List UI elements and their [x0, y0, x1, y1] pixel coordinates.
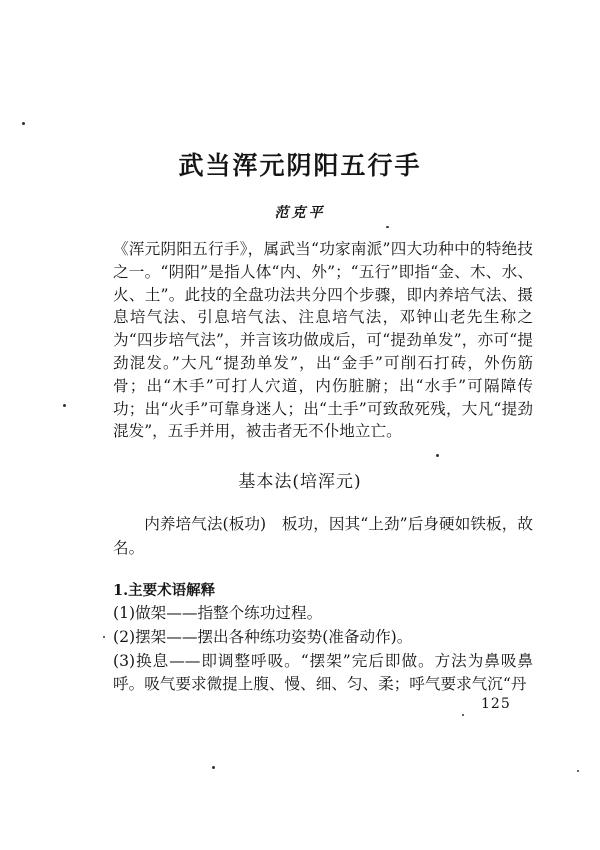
scan-speck [577, 770, 579, 772]
article-title: 武当浑元阴阳五行手 [178, 151, 422, 180]
section-heading: 基本法(培浑元) [238, 472, 362, 492]
intro-paragraph: 内养培气法(板功) 板功，因其“上劲”后身硬如铁板，故名。 [113, 515, 533, 557]
author-name: 范克平 [274, 205, 326, 221]
body-paragraph-text: 《浑元阴阳五行手》，属武当“功家南派”四大功种中的特绝技之一。“阴阳”是指人体“内、外”；“五行”即指“金、木、水、火、土”。此技的全盘功法共分四个步骤，即内养培气法、摄息培气法、引息培气法、注息培气法，邓钟山老先生称之为“四步培气法”，并言该功做成后，可“提劲单发”，亦可“提劲混发。”大凡“提劲单发”，出“金手”可削石打砖，外伤筋骨；出“木手”可打人穴道，内伤脏腑；出“水手”可隔障传功；出“火手”可靠身迷人；出“土手”可致敌死残，大凡“提劲混发”，五手并用，被击者无不仆地立亡。 [113, 240, 533, 441]
term-item: (1)做架——指整个练功过程。 [113, 604, 323, 622]
term-item: (3)换息——即调整呼吸。“摆架”完后即做。方法为鼻吸鼻呼。吸气要求微提上腹、慢、细、匀、柔；呼气要求气沉“丹 [113, 652, 533, 693]
scan-speck [436, 454, 439, 457]
scan-speck [212, 766, 215, 769]
scan-speck [103, 636, 105, 638]
scan-speck [63, 404, 66, 407]
term-item: (2)摆架——摆出各种练功姿势(准备动作)。 [113, 628, 413, 646]
scan-speck [22, 122, 25, 125]
body-paragraph [113, 238, 533, 443]
subheading: 1.主要术语解释 [113, 582, 216, 599]
scan-speck [462, 714, 464, 716]
scan-speck [386, 226, 389, 228]
page-number: 125 [481, 696, 511, 712]
